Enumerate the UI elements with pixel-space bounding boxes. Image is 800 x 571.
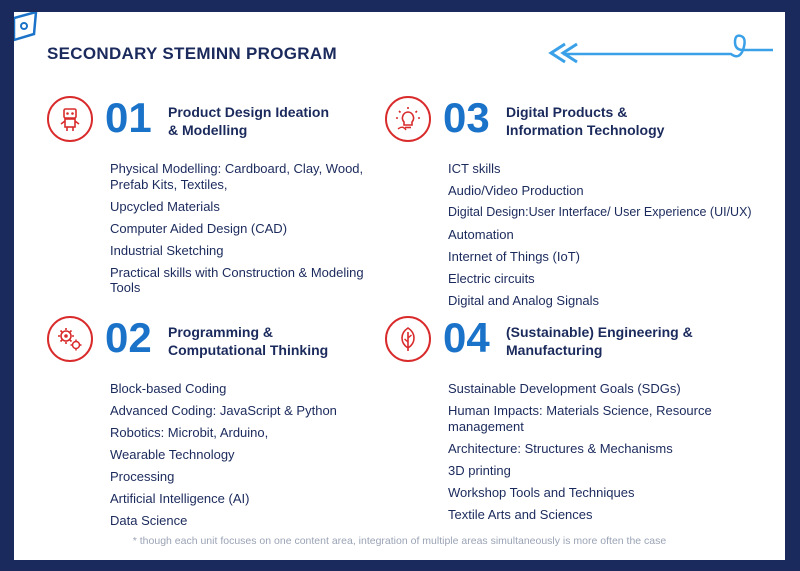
list-item: Audio/Video Production [448, 183, 584, 198]
list-item: Workshop Tools and Techniques [448, 484, 635, 500]
section-title [168, 103, 398, 139]
robot-icon [47, 96, 93, 142]
list-item: Industrial Sketching [110, 242, 224, 258]
gears-icon [47, 316, 93, 362]
section-number: 02 [105, 314, 152, 361]
section-04 [385, 316, 775, 529]
list-item: Artificial Intelligence (AI) [110, 491, 250, 506]
section-title-line1: Digital Products & [506, 104, 628, 120]
program-card [14, 12, 785, 560]
list-item: Upcycled Materials [110, 198, 220, 214]
section-title [168, 323, 398, 359]
list-item: Data Science [110, 513, 188, 528]
list-item: Practical skills with Construction & Modeling Tools [110, 264, 364, 295]
section-header [385, 316, 775, 368]
list-item: Robotics: Microbit, Arduino, [110, 425, 269, 440]
list-item: Human Impacts: Materials Science, Resource management [448, 403, 712, 434]
lightbulb-icon [385, 96, 431, 142]
section-title-line2: Manufacturing [506, 342, 603, 358]
topic-list [47, 381, 400, 529]
list-item: Electric circuits [448, 271, 535, 286]
section-header [47, 316, 387, 368]
list-item: Processing [110, 469, 175, 484]
section-03 [385, 96, 775, 315]
leaf-icon [385, 316, 431, 362]
list-item: Computer Aided Design (CAD) [110, 220, 288, 236]
list-item: Internet of Things (IoT) [448, 249, 580, 264]
list-item: Block-based Coding [110, 381, 227, 396]
list-item: Automation [448, 227, 514, 242]
section-title-line1: Product Design Ideation [168, 104, 330, 120]
footnote: * though each unit focuses on one content area, integration of multiple areas simultaneously is more often the case [132, 535, 667, 547]
topic-list [47, 161, 372, 296]
list-item: Architecture: Structures & Mechanisms [448, 440, 673, 456]
list-item: Physical Modelling: Cardboard, Clay, Wood, Prefab Kits, Textiles, [110, 161, 364, 192]
topic-list [385, 161, 788, 309]
list-item: Digital and Analog Signals [448, 293, 600, 308]
section-title [506, 323, 736, 359]
section-title-line2: Information Technology [506, 122, 665, 138]
section-title [506, 103, 736, 139]
list-item: Advanced Coding: JavaScript & Python [110, 403, 337, 418]
list-item: Sustainable Development Goals (SDGs) [448, 381, 681, 396]
arrow-left-icon [543, 32, 773, 72]
list-item: ICT skills [448, 161, 501, 176]
section-title-line1: Programming & [168, 324, 274, 340]
section-02 [47, 316, 387, 535]
section-title-line1: (Sustainable) Engineering & [506, 324, 693, 340]
list-item: Textile Arts and Sciences [448, 506, 593, 522]
section-header [385, 96, 775, 148]
section-header [47, 96, 387, 148]
section-number: 03 [443, 94, 490, 141]
section-01 [47, 96, 387, 302]
section-title-line2: Computational Thinking [168, 342, 329, 358]
section-number: 01 [105, 94, 152, 141]
list-item: Wearable Technology [110, 447, 235, 462]
topic-list [385, 381, 743, 522]
page-title: SECONDARY STEMINN PROGRAM [47, 44, 337, 63]
section-title-line2: & Modelling [168, 122, 248, 138]
section-number: 04 [443, 314, 490, 361]
list-item: 3D printing [448, 462, 511, 478]
list-item: Digital Design:User Interface/ User Experience (UI/UX) [448, 205, 752, 219]
